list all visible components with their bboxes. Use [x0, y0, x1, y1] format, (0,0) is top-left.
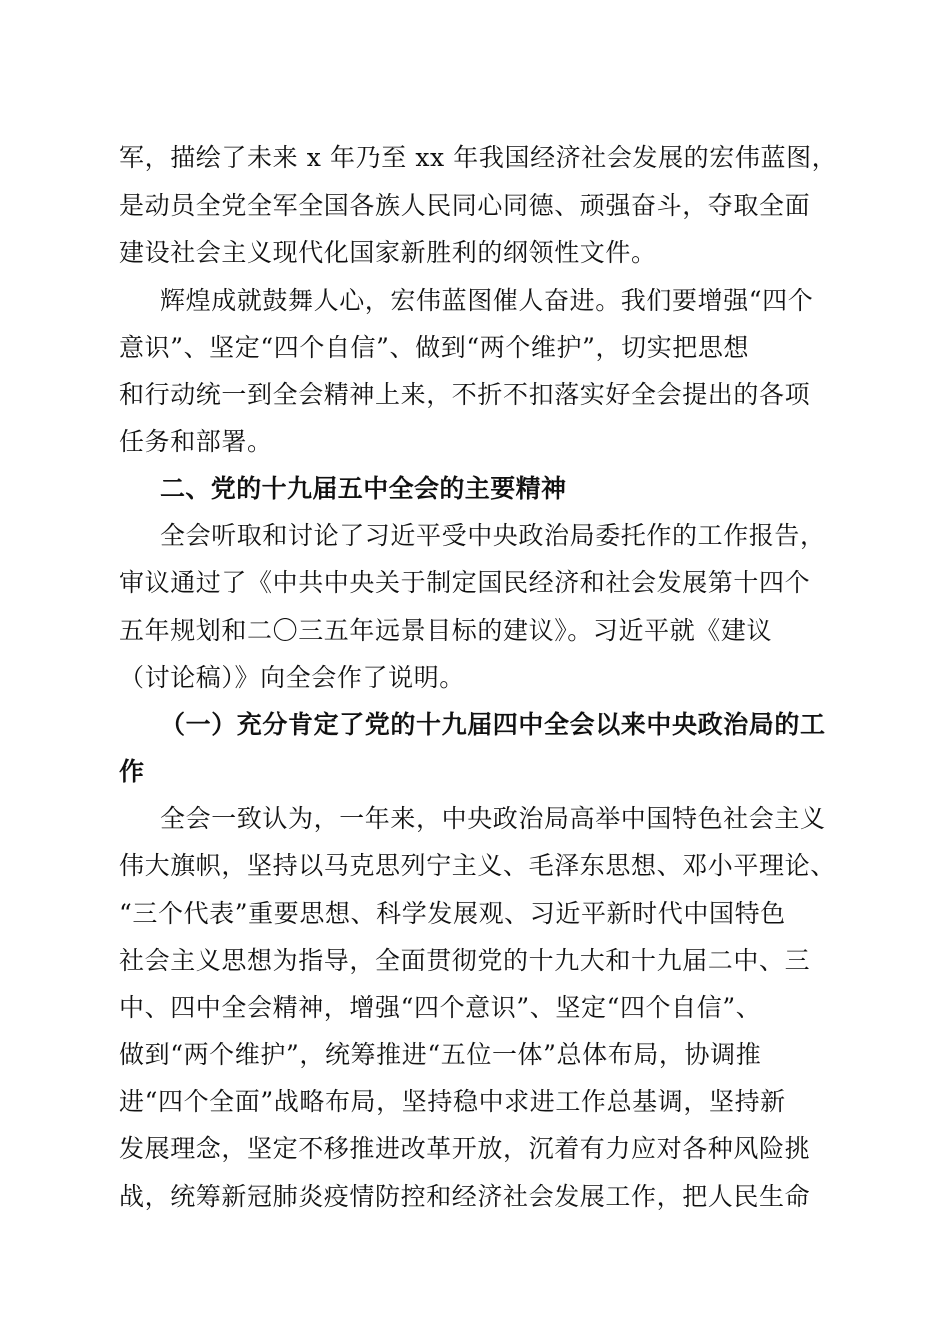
- paragraph-line: 全会一致认为，一年来，中央政治局高举中国特色社会主义: [160, 804, 826, 833]
- paragraph-line: 和行动统一到全会精神上来，不折不扣落实好全会提出的各项: [119, 380, 811, 409]
- paragraph-line: “三个代表”重要思想、科学发展观、习近平新时代中国特色: [119, 899, 786, 928]
- subsection-heading: 作: [119, 757, 145, 786]
- paragraph-line: （讨论稿）》向全会作了说明。: [119, 663, 465, 692]
- paragraph-line: 中、四中全会精神，增强“四个意识”、坚定“四个自信”、: [119, 993, 762, 1022]
- paragraph-line: 全会听取和讨论了习近平受中央政治局委托作的工作报告，: [160, 521, 826, 550]
- section-heading: 二、党的十九届五中全会的主要精神: [160, 474, 567, 503]
- paragraph-line: 做到“两个维护”，统筹推进“五位一体”总体布局，协调推: [119, 1040, 762, 1069]
- paragraph-line: 意识”、坚定“四个自信”、做到“两个维护”，切实把思想: [119, 333, 750, 362]
- paragraph-line: 发展理念，坚定不移推进改革开放，沉着有力应对各种风险挑: [119, 1134, 811, 1163]
- paragraph-line: 审议通过了《中共中央关于制定国民经济和社会发展第十四个: [119, 568, 811, 597]
- paragraph-line: 五年规划和二〇三五年远景目标的建议》。习近平就《建议: [119, 616, 773, 645]
- paragraph-line: 建设社会主义现代化国家新胜利的纲领性文件。: [119, 238, 657, 267]
- paragraph-line: 伟大旗帜，坚持以马克思列宁主义、毛泽东思想、邓小平理论、: [119, 851, 836, 880]
- paragraph-line: 任务和部署。: [119, 427, 273, 456]
- paragraph-line: 进“四个全面”战略布局，坚持稳中求进工作总基调，坚持新: [119, 1087, 786, 1116]
- subsection-heading: （一）充分肯定了党的十九届四中全会以来中央政治局的工: [160, 710, 826, 739]
- paragraph-line: 辉煌成就鼓舞人心，宏伟蓝图催人奋进。我们要增强“四个: [160, 286, 814, 315]
- paragraph-line: 社会主义思想为指导，全面贯彻党的十九大和十九届二中、三: [119, 946, 811, 975]
- paragraph-line: 战，统筹新冠肺炎疫情防控和经济社会发展工作，把人民生命: [119, 1182, 811, 1211]
- paragraph-line: 是动员全党全军全国各族人民同心同德、顽强奋斗，夺取全面: [119, 191, 811, 220]
- paragraph-line: 军，描绘了未来 x 年乃至 xx 年我国经济社会发展的宏伟蓝图，: [119, 143, 838, 172]
